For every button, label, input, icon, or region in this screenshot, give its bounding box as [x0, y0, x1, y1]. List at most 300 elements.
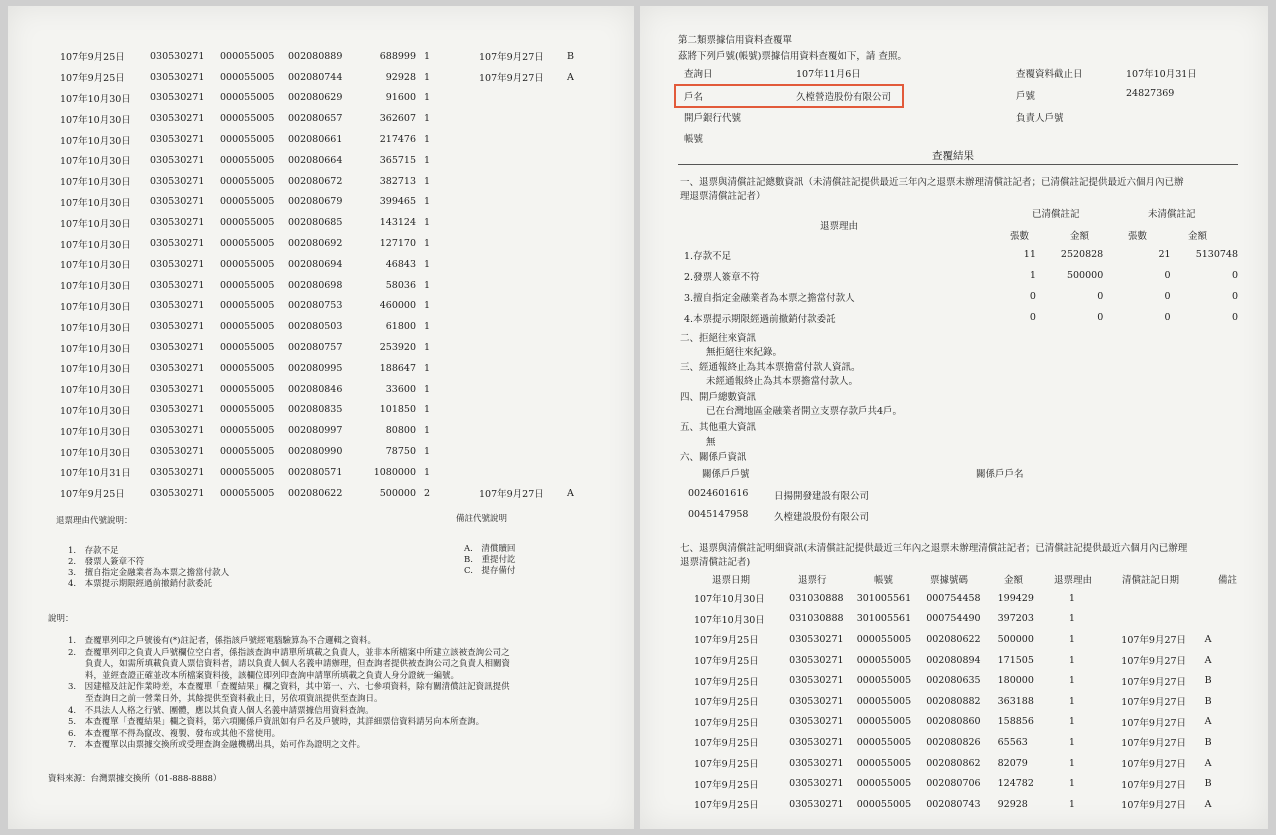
table-row	[60, 462, 590, 483]
table-cell: 030530271	[150, 404, 205, 416]
table-row	[60, 358, 590, 379]
detail-row	[694, 670, 1234, 691]
table-cell: 107年10月30日	[60, 301, 131, 313]
detail-cell: 030530271	[789, 716, 844, 728]
table-cell: 107年10月31日	[60, 468, 131, 480]
detail-cell: 000754490	[926, 613, 981, 625]
detail-cell: 030530271	[789, 695, 844, 707]
detail-cell: 002080882	[926, 695, 981, 707]
section-1-title-cont: 理退票清償註記者）	[680, 191, 766, 202]
table-cell: 1	[424, 466, 431, 478]
table-cell: 030530271	[150, 466, 205, 478]
detail-cell: 002080826	[926, 736, 981, 748]
table-row	[60, 316, 590, 337]
note-line: 3. 因建檔及註記作業時差，本查覆單「查覆結果」欄之資料，其中第一、六、七參項資料，除有關清償註記資訊提供	[68, 682, 510, 693]
table-cell: 107年10月30日	[60, 405, 131, 417]
table-cell	[479, 400, 567, 421]
table-cell	[567, 296, 590, 317]
summary-cell: 1	[1029, 270, 1036, 281]
table-cell: 030530271	[150, 113, 205, 125]
table-cell	[479, 462, 567, 483]
detail-cell: 1	[1068, 654, 1075, 666]
table-cell: 002080571	[288, 466, 343, 478]
sum-reason-head: 退票理由	[820, 221, 859, 232]
sum-cleared-amount-head: 金額	[1070, 231, 1090, 242]
table-row	[60, 192, 590, 213]
table-cell: 000055005	[220, 383, 275, 395]
summary-cell: 0	[1029, 291, 1036, 302]
detail-cell: 000055005	[856, 778, 912, 790]
table-cell: 1	[424, 383, 431, 395]
table-cell: 002080622	[288, 487, 343, 499]
summary-table	[684, 244, 1244, 328]
table-cell: 002080990	[288, 446, 343, 458]
sum-uncleared-count-head: 張數	[1128, 231, 1148, 242]
table-cell	[567, 150, 590, 171]
table-cell	[567, 88, 590, 109]
table-cell: 000055005	[220, 342, 275, 354]
table-cell: 030530271	[150, 92, 205, 104]
table-cell	[479, 129, 567, 150]
table-cell: 030530271	[150, 154, 205, 166]
detail-cell: B	[1204, 778, 1212, 790]
table-cell: 107年9月27日	[479, 73, 544, 85]
detail-table	[694, 588, 1234, 815]
table-row	[60, 483, 590, 504]
table-cell: 000055005	[220, 487, 275, 499]
table-cell: 002080835	[288, 404, 343, 416]
detail-cell: 000055005	[856, 633, 912, 645]
table-cell: 030530271	[150, 217, 205, 229]
table-cell: 80800	[385, 425, 416, 437]
table-cell: 030530271	[150, 362, 205, 374]
table-cell	[479, 254, 567, 275]
table-cell: 000055005	[220, 258, 275, 270]
table-cell: 030530271	[150, 321, 205, 333]
table-cell: 000055005	[220, 238, 275, 250]
table-cell: 000055005	[220, 404, 275, 416]
table-cell: 58036	[385, 279, 416, 291]
detail-cell: 002080622	[926, 633, 981, 645]
table-cell: A	[567, 487, 574, 499]
table-row	[60, 46, 590, 67]
table-cell: 030530271	[150, 425, 205, 437]
detail-cell: 000055005	[856, 675, 912, 687]
detail-cell: B	[1204, 675, 1212, 687]
table-cell: 107年10月30日	[60, 93, 131, 105]
note-line: 2. 查覆單列印之負責人戶號欄位空白者，係指該查詢申請單所填載之負責人，並非本所檔案中所建立該被查詢公司之	[68, 647, 510, 658]
table-cell: A	[567, 71, 574, 83]
table-row	[60, 400, 590, 421]
divider	[678, 164, 1238, 165]
note-line: 料，並經查證正確並改本所檔案資料後，該欄位即列印查詢申請單所填載之負責人身分證統一編號。	[68, 670, 460, 681]
table-cell: 1	[424, 300, 431, 312]
table-cell: 030530271	[150, 175, 205, 187]
form-title: 第二類票據信用資料查覆單	[678, 35, 793, 46]
detail-cell: A	[1204, 654, 1212, 666]
detail-cell	[1121, 588, 1204, 609]
detail-cell: 107年9月25日	[694, 738, 759, 750]
table-cell: 002080685	[288, 217, 343, 229]
table-cell: 107年10月30日	[60, 218, 131, 230]
account-label: 戶號	[1016, 91, 1036, 102]
table-cell	[567, 462, 590, 483]
table-cell: 107年10月30日	[60, 343, 131, 355]
detail-cell: 107年9月25日	[694, 697, 759, 709]
table-cell: 107年9月27日	[479, 52, 544, 64]
summary-cell: 11	[1023, 249, 1036, 260]
summary-cell: 4.本票提示期限經過前撤銷付款委託	[684, 313, 836, 325]
section-3-value: 未經通報終止為其本票擔當付款人。	[706, 376, 859, 387]
detail-cell: 030530271	[789, 675, 844, 687]
related-account-name: 久樘建設股份有限公司	[774, 512, 870, 523]
table-cell: 000055005	[220, 300, 275, 312]
table-cell: 1	[424, 238, 431, 250]
cutoff-date-label: 查覆資料截止日	[1016, 69, 1083, 80]
table-cell: 030530271	[150, 134, 205, 146]
summary-cell: 0	[1029, 312, 1036, 323]
table-cell: 365715	[379, 154, 416, 166]
table-cell: 002080672	[288, 175, 343, 187]
detail-cell: 107年9月27日	[1121, 697, 1187, 709]
detail-cell: 65563	[997, 736, 1028, 748]
section-1-title: 一、退票與清償註記總數資訊（未清償註記提供最近三年內之退票未辦理清償註記者；已清償註記提供最近六個月內已辦	[680, 177, 1184, 188]
remark-legend-title: 備註代號說明	[456, 514, 508, 524]
table-cell: 382713	[379, 175, 416, 187]
detail-cell: 107年9月25日	[694, 779, 759, 791]
detail-row	[694, 588, 1234, 609]
table-cell	[479, 358, 567, 379]
detail-cell: B	[1204, 695, 1212, 707]
remark-legend-item: A. 清償贖回	[464, 544, 516, 554]
detail-cell: 030530271	[789, 798, 844, 810]
detail-cell: 107年9月25日	[694, 635, 759, 647]
detail-header-cell: 備註	[1218, 575, 1238, 586]
table-cell: 000055005	[220, 50, 275, 62]
sum-uncleared-head: 未清償註記	[1148, 209, 1196, 220]
detail-row	[694, 732, 1234, 753]
detail-row	[694, 794, 1234, 815]
table-cell	[479, 420, 567, 441]
summary-cell: 21	[1158, 249, 1171, 260]
table-cell: 1	[424, 321, 431, 333]
table-cell	[567, 171, 590, 192]
name-value: 久樘營造股份有限公司	[796, 92, 892, 103]
detail-cell	[1205, 609, 1234, 630]
summary-cell: 2520828	[1060, 249, 1104, 260]
detail-row	[694, 691, 1234, 712]
detail-cell: 363188	[997, 695, 1034, 707]
summary-cell: 0	[1097, 312, 1104, 323]
summary-cell: 5130748	[1195, 249, 1238, 260]
table-cell: 143124	[379, 217, 416, 229]
summary-cell: 0	[1231, 270, 1238, 281]
table-cell	[567, 441, 590, 462]
table-cell: 1	[424, 446, 431, 458]
table-cell: 101850	[379, 404, 416, 416]
table-cell: 000055005	[220, 217, 275, 229]
table-cell	[567, 275, 590, 296]
table-row	[60, 337, 590, 358]
detail-row	[694, 773, 1234, 794]
section-6-title: 六、關係戶資訊	[680, 452, 747, 463]
table-cell: 107年10月30日	[60, 385, 131, 397]
detail-cell: 1	[1068, 736, 1075, 748]
table-cell: 1080000	[373, 466, 416, 478]
table-cell: 253920	[379, 342, 416, 354]
table-cell	[567, 337, 590, 358]
table-cell: 1	[424, 113, 431, 125]
detail-header-cell: 退票理由	[1054, 575, 1093, 586]
detail-cell: 107年9月25日	[694, 717, 759, 729]
detail-cell: 030530271	[789, 778, 844, 790]
table-cell: 2	[424, 487, 431, 499]
table-cell: 107年10月30日	[60, 177, 131, 189]
detail-cell: 1	[1068, 695, 1075, 707]
detail-cell: 107年9月27日	[1121, 656, 1187, 668]
table-cell: 1	[424, 279, 431, 291]
table-cell: 002080679	[288, 196, 343, 208]
detail-row	[694, 609, 1234, 630]
table-cell: 1	[424, 154, 431, 166]
section-4-value: 已在台灣地區金融業者開立支票存款戶共4戶。	[706, 406, 903, 417]
table-cell: 460000	[379, 300, 416, 312]
summary-row	[684, 265, 1244, 286]
detail-header-cell: 清償註記日期	[1122, 575, 1180, 586]
table-cell: 000055005	[220, 71, 275, 83]
table-cell: 002080846	[288, 383, 343, 395]
table-cell: 500000	[379, 487, 416, 499]
detail-cell: 000055005	[856, 654, 912, 666]
table-cell: 002080753	[288, 300, 343, 312]
related-account-no-head: 關係戶戶號	[702, 469, 750, 480]
table-cell	[567, 420, 590, 441]
table-cell: 000055005	[220, 154, 275, 166]
table-cell: 030530271	[150, 238, 205, 250]
summary-cell: 2.發票人簽章不符	[684, 271, 760, 283]
section-5-title: 五、其他重大資訊	[680, 422, 757, 433]
notes-title: 說明：	[48, 614, 74, 624]
table-cell: 1	[424, 217, 431, 229]
section-5-value: 無	[706, 437, 716, 448]
detail-cell: 030530271	[789, 654, 844, 666]
table-cell	[479, 337, 567, 358]
table-cell	[479, 192, 567, 213]
table-cell: 000055005	[220, 92, 275, 104]
note-line: 至查詢日之前一營業日外，其餘提供至資料截止日，另依項資訊提供至查詢日。	[68, 694, 383, 704]
detail-cell: 000055005	[856, 798, 912, 810]
detail-cell: A	[1204, 633, 1212, 645]
table-cell: 127170	[379, 238, 416, 250]
table-cell: 92928	[385, 71, 416, 83]
table-cell	[567, 212, 590, 233]
detail-row	[694, 629, 1234, 650]
table-cell: 1	[424, 196, 431, 208]
table-cell: 46843	[385, 258, 416, 270]
detail-cell: 1	[1068, 592, 1075, 604]
table-cell: 1	[424, 92, 431, 104]
reason-legend-item: 1. 存款不足	[68, 546, 119, 556]
sum-cleared-head: 已清償註記	[1032, 209, 1080, 220]
table-cell	[567, 233, 590, 254]
table-cell: 107年9月25日	[60, 52, 125, 64]
summary-row	[684, 286, 1244, 307]
detail-cell: 107年9月27日	[1121, 779, 1187, 791]
table-cell: 1	[424, 362, 431, 374]
detail-cell: 031030888	[789, 592, 844, 604]
table-cell: 61800	[385, 321, 416, 333]
result-title: 查覆結果	[932, 150, 974, 162]
table-cell: 399465	[379, 196, 416, 208]
table-cell: 1	[424, 50, 431, 62]
summary-row	[684, 244, 1244, 265]
detail-cell: 107年9月27日	[1121, 676, 1187, 688]
detail-cell: 124782	[997, 778, 1034, 790]
table-row	[60, 275, 590, 296]
table-cell	[567, 358, 590, 379]
summary-cell: 500000	[1066, 270, 1104, 281]
detail-cell: 1	[1068, 675, 1075, 687]
detail-cell: 180000	[997, 675, 1034, 687]
table-cell: 1	[424, 71, 431, 83]
table-row	[60, 379, 590, 400]
acct-number-label: 帳號	[684, 134, 704, 145]
table-cell: 030530271	[150, 300, 205, 312]
table-row	[60, 233, 590, 254]
table-cell: 107年10月30日	[60, 197, 131, 209]
table-cell	[567, 254, 590, 275]
detail-cell: 500000	[997, 633, 1034, 645]
detail-cell: 002080860	[926, 716, 981, 728]
table-cell: 107年10月30日	[60, 281, 131, 293]
table-cell: B	[567, 50, 574, 62]
table-cell	[567, 192, 590, 213]
detail-cell: 000055005	[856, 757, 912, 769]
detail-row	[694, 712, 1234, 733]
detail-cell: 002080743	[926, 798, 981, 810]
detail-cell: 158856	[997, 716, 1034, 728]
detail-cell: 107年10月30日	[694, 614, 765, 626]
table-cell: 002080503	[288, 321, 343, 333]
table-cell: 1	[424, 404, 431, 416]
account-value: 24827369	[1126, 88, 1175, 99]
table-cell	[479, 88, 567, 109]
table-cell: 688999	[379, 50, 416, 62]
related-account-no: 0024601616	[688, 488, 749, 499]
table-cell: 030530271	[150, 487, 205, 499]
table-cell: 030530271	[150, 342, 205, 354]
table-cell: 107年10月30日	[60, 322, 131, 334]
table-cell: 002080995	[288, 362, 343, 374]
table-cell: 000055005	[220, 425, 275, 437]
table-cell: 1	[424, 258, 431, 270]
table-cell: 107年10月30日	[60, 135, 131, 147]
detail-cell: 107年9月25日	[694, 676, 759, 688]
table-cell: 000055005	[220, 175, 275, 187]
table-cell: 002080694	[288, 258, 343, 270]
summary-cell: 3.擅自指定金融業者為本票之擔當付款人	[684, 292, 855, 304]
table-cell: 002080664	[288, 154, 343, 166]
summary-row	[684, 307, 1244, 328]
table-row	[60, 212, 590, 233]
table-cell: 107年10月30日	[60, 447, 131, 459]
table-cell: 1	[424, 134, 431, 146]
reason-legend-title: 退票理由代號說明：	[56, 516, 133, 526]
table-cell: 030530271	[150, 71, 205, 83]
table-cell: 107年10月30日	[60, 114, 131, 126]
detail-cell: 107年9月27日	[1121, 635, 1187, 647]
detail-cell: 397203	[997, 613, 1034, 625]
table-row	[60, 171, 590, 192]
table-cell: 107年10月30日	[60, 364, 131, 376]
owner-account-label: 負責人戶號	[1016, 113, 1064, 124]
table-cell: 107年10月30日	[60, 260, 131, 272]
right-page	[640, 6, 1268, 829]
summary-cell: 0	[1164, 312, 1171, 323]
section-2-title: 二、拒絕往來資訊	[680, 333, 757, 344]
section-3-title: 三、經通報終止為其本票擔當付款人資訊。	[680, 362, 861, 373]
detail-cell: 1	[1068, 798, 1075, 810]
detail-cell: 301005561	[856, 592, 912, 604]
table-cell: 78750	[385, 446, 416, 458]
table-cell	[567, 108, 590, 129]
detail-cell: 002080894	[926, 654, 981, 666]
note-line: 7. 本查覆單以由票據交換所或受理查詢金融機構出具，始可作為證明之文件。	[68, 740, 366, 751]
table-cell	[567, 316, 590, 337]
table-cell: 000055005	[220, 196, 275, 208]
detail-cell: 000055005	[856, 736, 912, 748]
detail-cell: 000055005	[856, 716, 912, 728]
summary-cell: 0	[1231, 291, 1238, 302]
summary-cell: 0	[1097, 291, 1104, 302]
reason-legend-item: 4. 本票提示期限經過前撤銷付款委託	[68, 579, 213, 589]
table-cell: 030530271	[150, 446, 205, 458]
table-cell	[479, 441, 567, 462]
detail-row	[694, 753, 1234, 774]
detail-cell: 1	[1068, 778, 1075, 790]
table-cell: 002080661	[288, 134, 343, 146]
table-cell: 000055005	[220, 134, 275, 146]
table-cell: 002080889	[288, 50, 343, 62]
detail-cell: 031030888	[789, 613, 844, 625]
table-row	[60, 108, 590, 129]
table-row	[60, 441, 590, 462]
detail-cell: 000055005	[856, 695, 912, 707]
related-account-no: 0045147958	[688, 509, 749, 520]
detail-header-cell: 帳號	[874, 575, 894, 586]
detail-cell: 301005561	[856, 613, 912, 625]
detail-cell: 92928	[997, 798, 1028, 810]
table-cell: 002080698	[288, 279, 343, 291]
name-label: 戶名	[684, 92, 704, 103]
detail-cell: 107年10月30日	[694, 594, 765, 606]
table-cell	[479, 296, 567, 317]
table-cell: 1	[424, 342, 431, 354]
related-account-name-head: 關係戶戶名	[976, 469, 1024, 480]
detail-cell	[1121, 609, 1204, 630]
detail-cell: A	[1204, 798, 1212, 810]
table-cell: 002080757	[288, 342, 343, 354]
detail-cell: 107年9月27日	[1121, 717, 1187, 729]
section-7-title: 七、退票與清償註記明細資訊(未清償註記提供最近三年內之退票未辦理清償註記者；已清償註記提供最近六個月內已辦理	[680, 543, 1188, 554]
table-cell: 000055005	[220, 113, 275, 125]
cutoff-date-value: 107年10月31日	[1126, 69, 1197, 80]
note-line: 5. 本查覆單「查覆結果」欄之資料，第六項關係戶資訊如有戶名及戶號時，其詳細票信資料請另向本所查詢。	[68, 717, 485, 728]
table-cell: 000055005	[220, 321, 275, 333]
table-cell: 030530271	[150, 196, 205, 208]
table-cell: 188647	[379, 362, 416, 374]
bank-code-label: 開戶銀行代號	[684, 113, 742, 124]
